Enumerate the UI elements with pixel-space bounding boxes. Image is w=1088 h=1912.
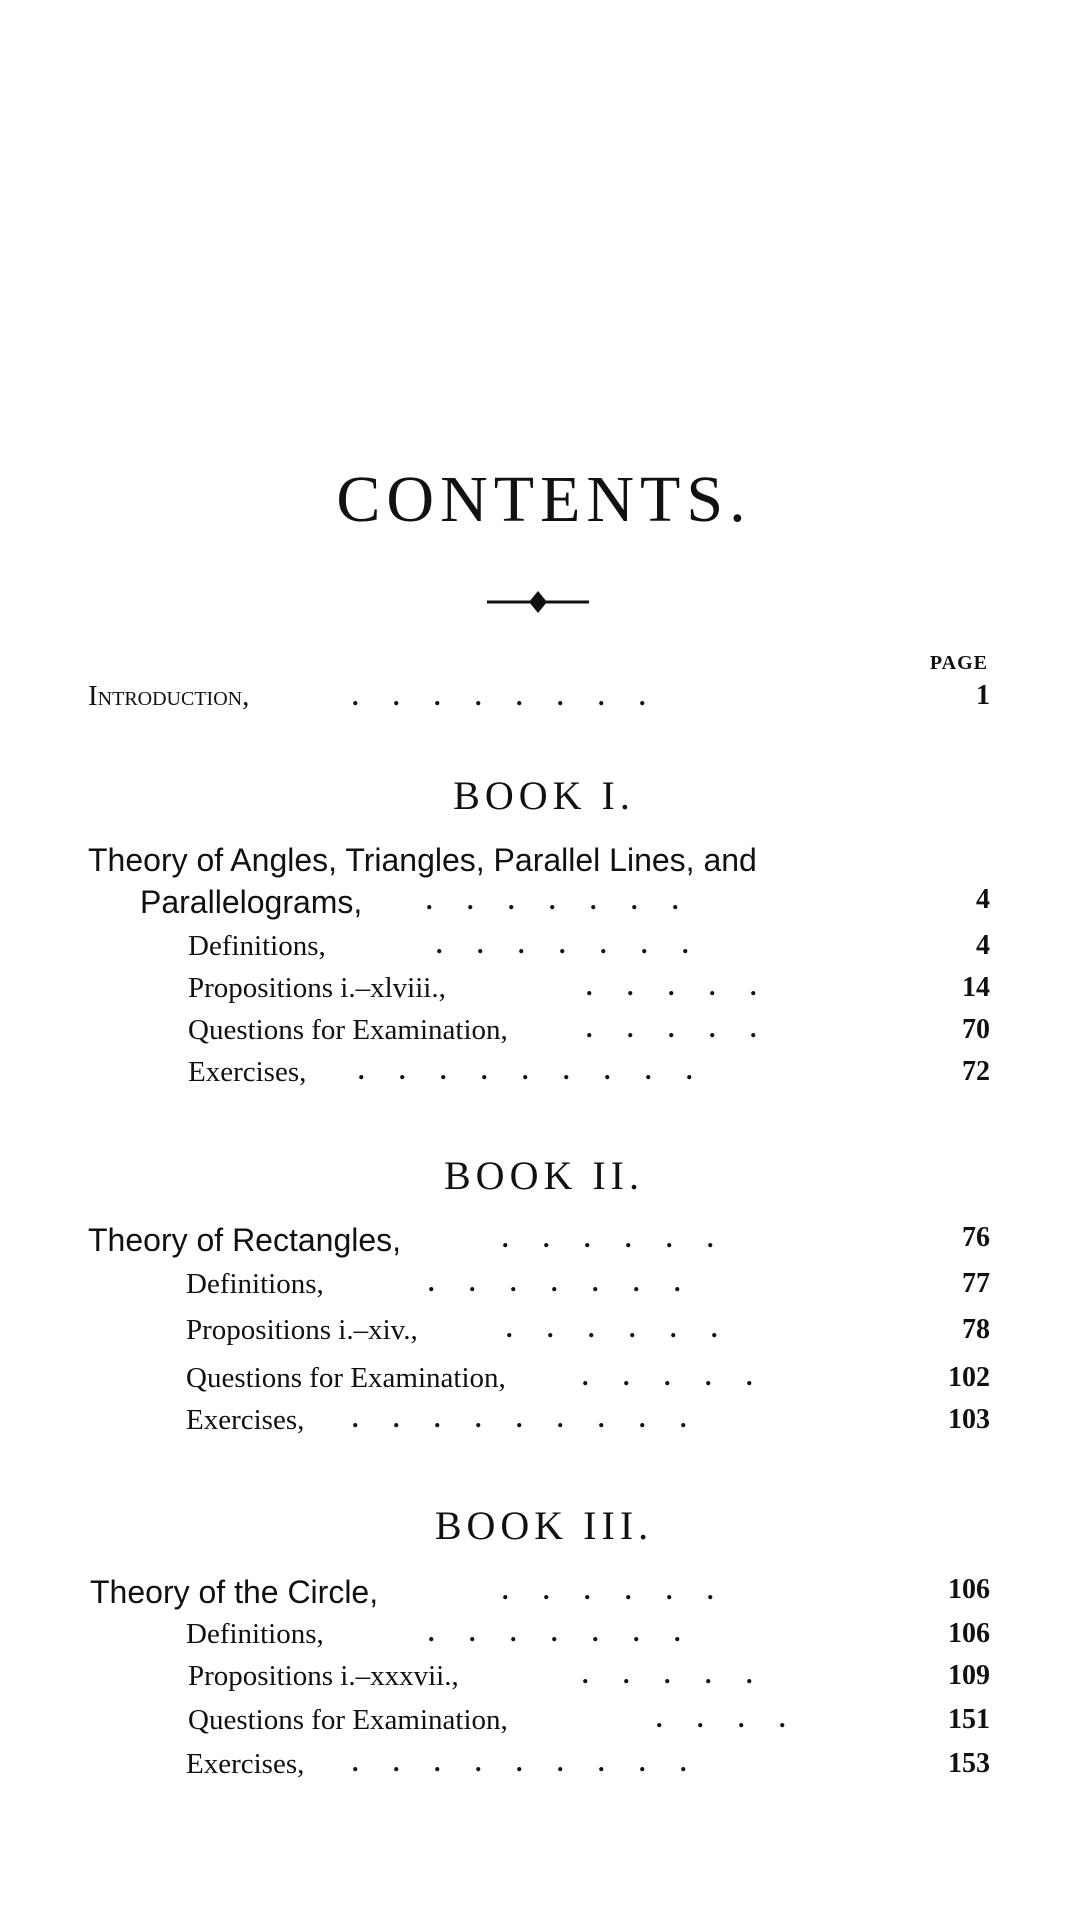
toc-page-number: 103 — [948, 1404, 990, 1435]
toc-entry — [0, 1362, 1088, 1402]
theory-heading-line1: Theory of Angles, Triangles, Parallel Lines, and — [88, 842, 757, 878]
page-title: CONTENTS. — [336, 463, 752, 536]
toc-entry — [0, 930, 1088, 970]
toc-page-number: 151 — [948, 1704, 990, 1735]
toc-entry-label: Exercises, — [186, 1748, 305, 1780]
toc-entry — [0, 1748, 1088, 1788]
leader-dots: . . . . . . . — [426, 886, 679, 915]
toc-entry — [0, 1056, 1088, 1096]
toc-entry-label: Definitions, — [186, 1618, 324, 1650]
toc-page-number: 4 — [976, 930, 990, 961]
leader-dots: . . . . . . . . . — [352, 1404, 687, 1433]
toc-entry-label: Parallelograms, — [140, 884, 363, 920]
leader-dots: . . . . . . . — [436, 930, 689, 959]
toc-page-number: 14 — [962, 972, 990, 1003]
toc-page-number: 70 — [962, 1014, 990, 1045]
toc-page-number: 109 — [948, 1660, 990, 1691]
toc-entry — [0, 1704, 1088, 1744]
ornament-divider-icon — [487, 588, 589, 616]
leader-dots: . . . . . — [586, 1014, 757, 1043]
toc-entry-label: Theory of Rectangles, — [88, 1222, 402, 1258]
leader-dots: . . . . . . — [502, 1224, 714, 1253]
toc-page-number: 78 — [962, 1314, 990, 1345]
book-heading-2: BOOK II. — [444, 1153, 644, 1198]
toc-entry-label: Exercises, — [186, 1404, 305, 1436]
leader-dots: . . . . . . — [506, 1314, 718, 1343]
toc-entry-theory-1 — [0, 884, 1088, 924]
leader-dots: . . . . . — [586, 972, 757, 1001]
leader-dots: . . . . . — [582, 1362, 753, 1391]
toc-entry-label: Introduction, — [88, 680, 250, 712]
toc-page-number: 106 — [948, 1618, 990, 1649]
toc-entry — [0, 1404, 1088, 1444]
toc-entry-label: Definitions, — [188, 930, 326, 962]
toc-entry-label: Propositions i.–xxxvii., — [188, 1660, 459, 1692]
page-column-header: PAGE — [929, 652, 988, 674]
book-heading-1: BOOK I. — [453, 773, 635, 818]
toc-page-number: 102 — [948, 1362, 990, 1393]
toc-entry — [0, 1618, 1088, 1658]
leader-dots: . . . . . . . . — [352, 682, 646, 711]
toc-entry-label: Definitions, — [186, 1268, 324, 1300]
toc-page-number: 76 — [962, 1222, 990, 1253]
toc-entry-label: Questions for Examination, — [186, 1362, 506, 1394]
toc-entry-label: Exercises, — [188, 1056, 307, 1088]
toc-entry-theory-2 — [0, 1222, 1088, 1262]
toc-entry-theory-3 — [0, 1574, 1088, 1614]
toc-entry-label: Questions for Examination, — [188, 1704, 508, 1736]
book-heading-3: BOOK III. — [434, 1503, 654, 1548]
toc-entry-label: Propositions i.–xiv., — [186, 1314, 418, 1346]
toc-entry-label: Propositions i.–xlviii., — [188, 972, 446, 1004]
leader-dots: . . . . . . . . . — [352, 1748, 687, 1777]
toc-entry-label: Questions for Examination, — [188, 1014, 508, 1046]
toc-entry-label: Theory of the Circle, — [90, 1574, 379, 1610]
toc-page-number: 4 — [976, 884, 990, 915]
toc-entry — [0, 1014, 1088, 1054]
leader-dots: . . . . . . . — [428, 1268, 681, 1297]
toc-page-number: 1 — [976, 680, 990, 711]
leader-dots: . . . . . . . — [428, 1618, 681, 1647]
leader-dots: . . . . . — [582, 1660, 753, 1689]
toc-entry — [0, 1660, 1088, 1700]
toc-page-number: 72 — [962, 1056, 990, 1087]
toc-entry — [0, 1314, 1088, 1354]
toc-page-number: 106 — [948, 1574, 990, 1605]
toc-page-number: 153 — [948, 1748, 990, 1779]
leader-dots: . . . . — [656, 1704, 786, 1733]
toc-entry — [0, 972, 1088, 1012]
toc-entry — [0, 1268, 1088, 1308]
toc-entry-introduction — [0, 680, 1088, 720]
leader-dots: . . . . . . — [502, 1576, 714, 1605]
toc-page-number: 77 — [962, 1268, 990, 1299]
leader-dots: . . . . . . . . . — [358, 1056, 693, 1085]
